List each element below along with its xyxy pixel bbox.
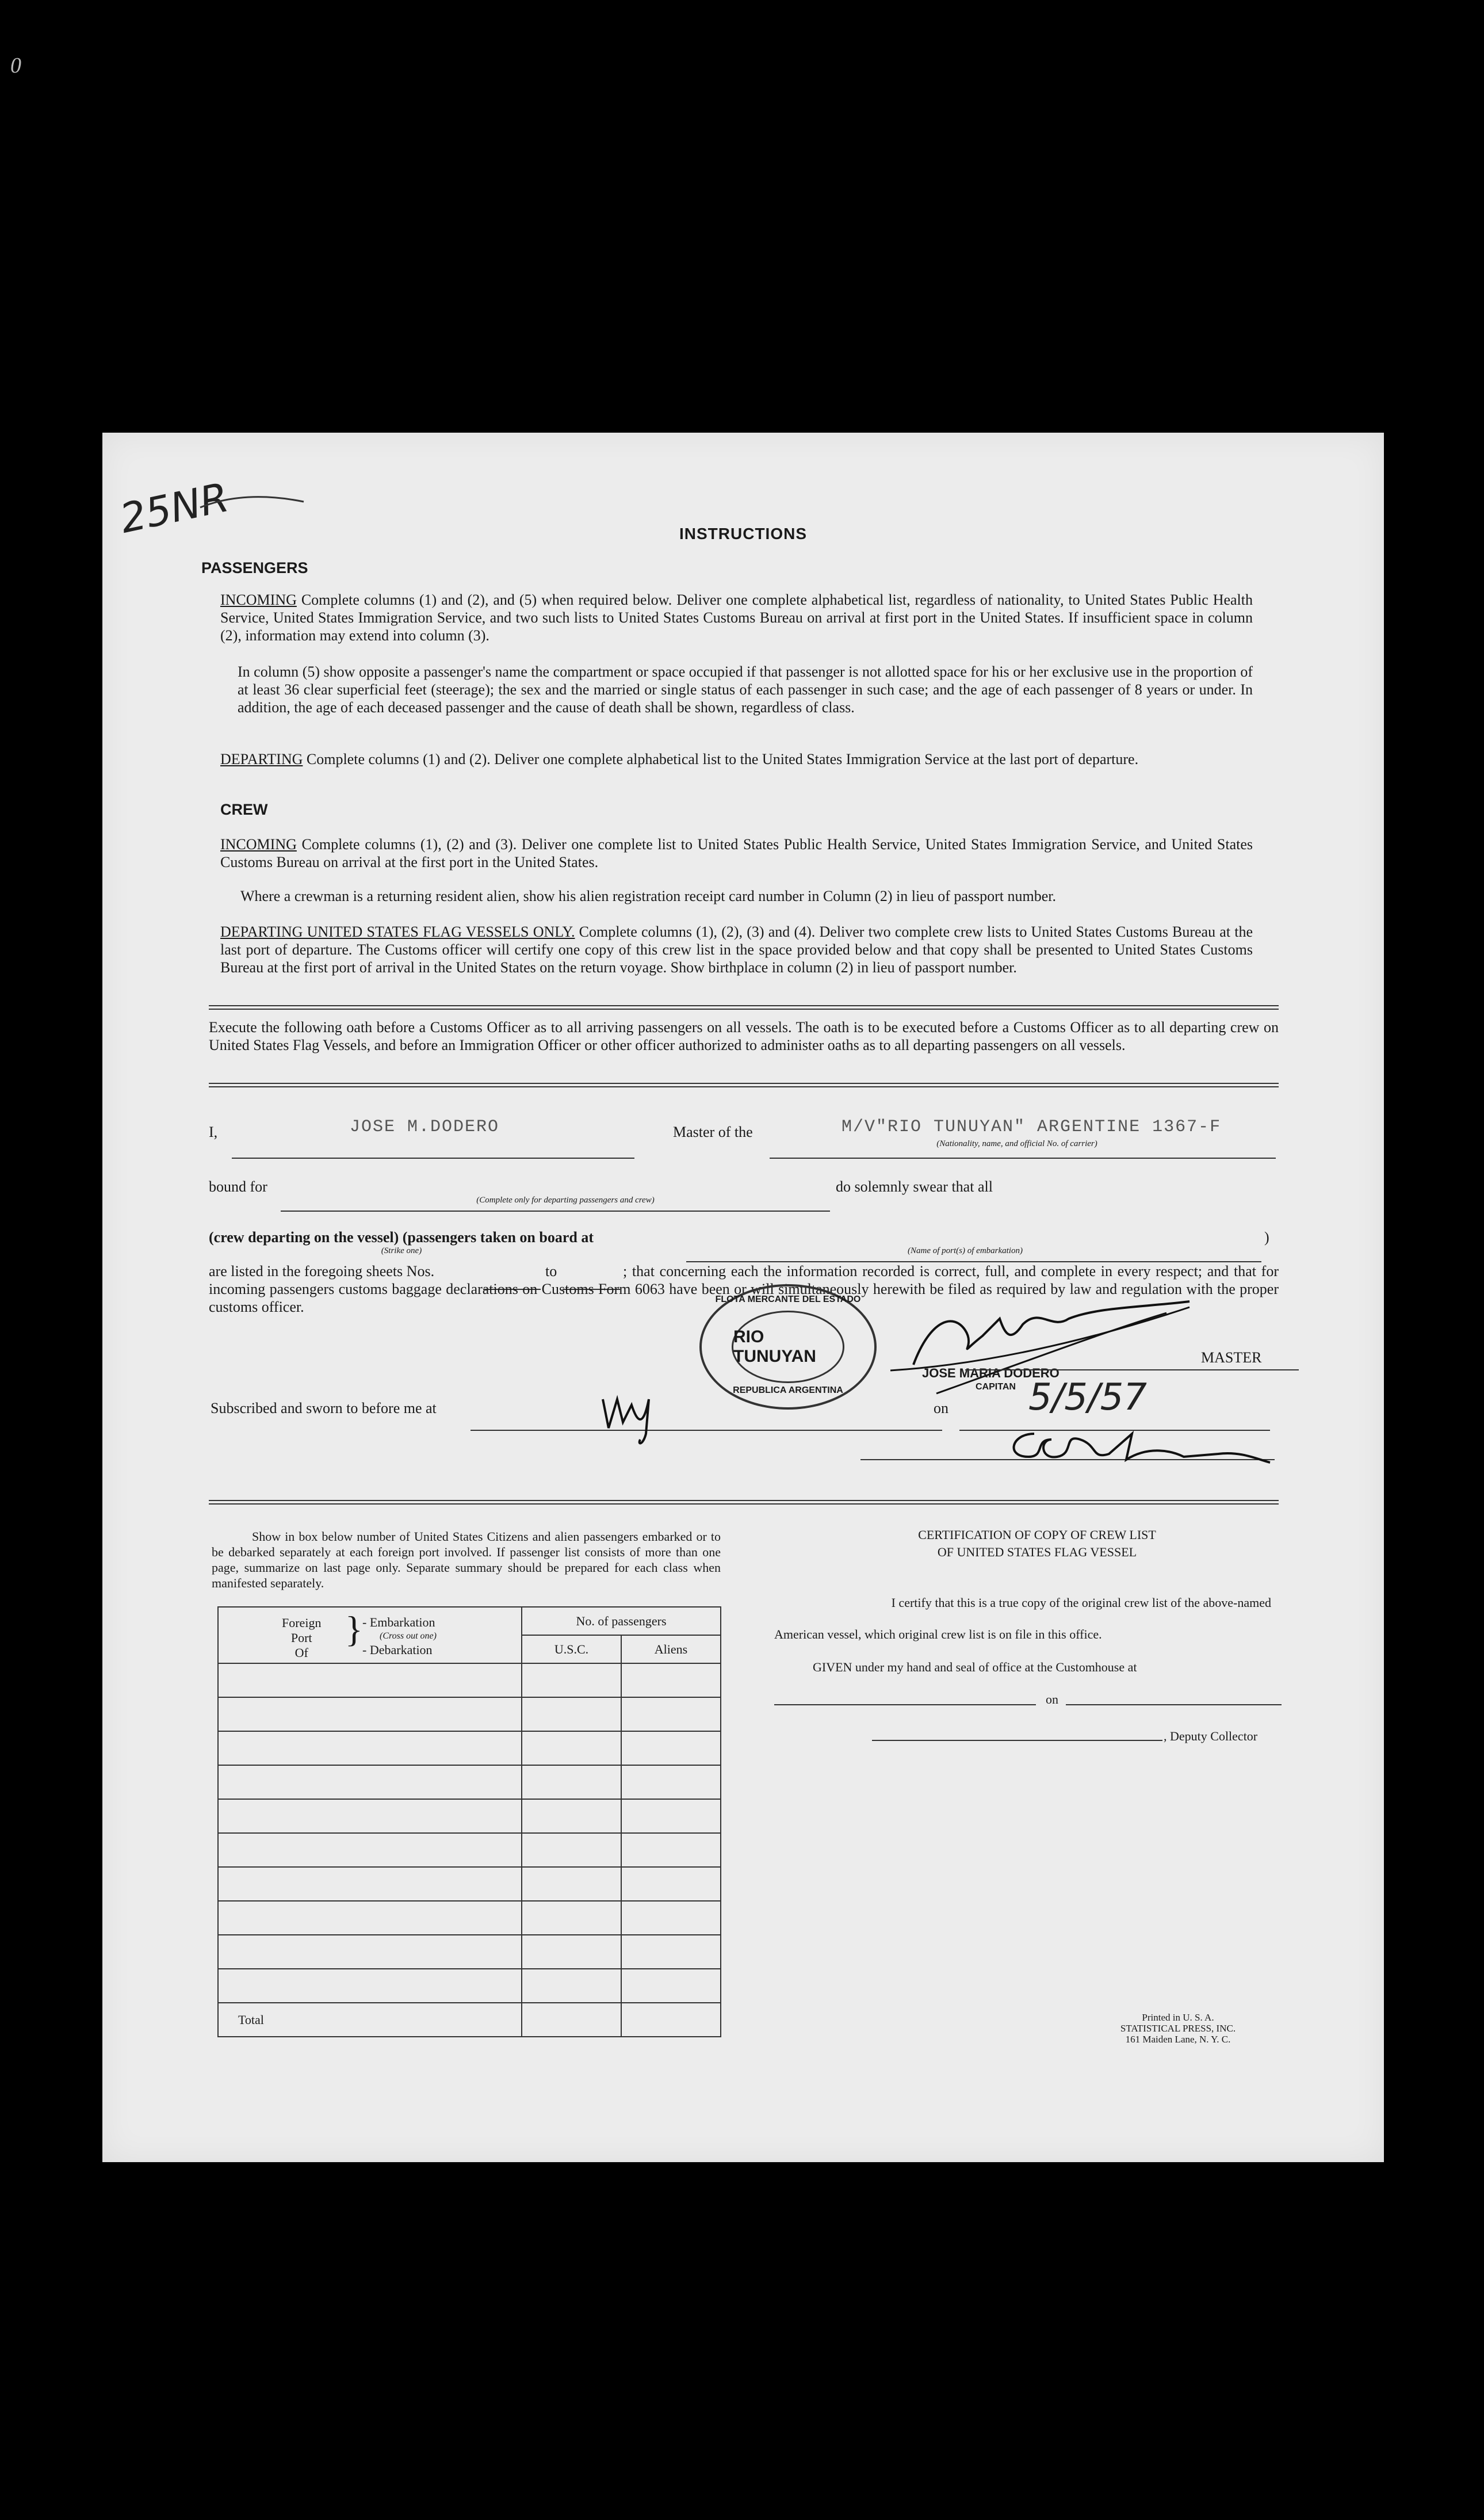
- crew-heading: CREW: [220, 801, 268, 818]
- master-of-label: Master of the: [673, 1124, 753, 1140]
- aliens-cell[interactable]: [621, 1697, 721, 1731]
- aliens-cell[interactable]: [621, 1833, 721, 1867]
- table-row: [218, 1663, 721, 1697]
- certification-title-1: CERTIFICATION OF COPY OF CREW LIST: [918, 1528, 1156, 1542]
- summary-instruction: Show in box below number of United States Citizens and alien passengers embarked or to be debarked separately at each foreign port involved. If passenger list consists of more than one page, summarize on last page only. Separate summary should be prepared for each class when manifested separately.: [212, 1529, 721, 1590]
- table-row: [218, 1901, 721, 1935]
- subscribed-label: Subscribed and sworn to before me at: [211, 1400, 437, 1416]
- aliens-cell[interactable]: [621, 1765, 721, 1799]
- port-cell[interactable]: [218, 1867, 522, 1901]
- usc-cell[interactable]: [522, 1833, 621, 1867]
- usc-cell[interactable]: [522, 1731, 621, 1765]
- certification-given: GIVEN under my hand and seal of office at the Customhouse at: [813, 1660, 1137, 1674]
- passenger-summary-table: [217, 1606, 721, 2037]
- certification-on-label: on: [1046, 1692, 1058, 1706]
- customhouse-field[interactable]: [774, 1702, 1036, 1705]
- port-cell[interactable]: [218, 1799, 522, 1833]
- vessel-name: M/V"RIO TUNUYAN" ARGENTINE 1367-F: [842, 1117, 1222, 1137]
- listed-text-2: ; that concerning each the information recorded is correct, full, and complete in every respect; and that for incoming passengers customs baggage declarations on Customs Form 6063 have been or will simultaneously herewith be filed as required by law and regulation with the proper customs officer.: [209, 1263, 1279, 1315]
- usc-cell[interactable]: [522, 1969, 621, 2003]
- passengers-departing: [220, 750, 1253, 768]
- usc-cell[interactable]: [522, 1799, 621, 1833]
- crew-incoming-text: Complete columns (1), (2) and (3). Deliver one complete list to United States Public Health Service, United States Immigration Service, and United States Customs Bureau on arrival at the first port in the United States.: [220, 836, 1253, 870]
- departing-label: DEPARTING: [220, 751, 303, 768]
- table-row: [218, 1697, 721, 1731]
- port-cell[interactable]: [218, 1663, 522, 1697]
- usc-cell[interactable]: [522, 1901, 621, 1935]
- vessel-caption: (Nationality, name, and official No. of carrier): [936, 1139, 1097, 1148]
- table-row: [218, 1799, 721, 1833]
- seal-top-text: FLOTA MERCANTE DEL ESTADO: [715, 1295, 861, 1304]
- divider-top: [209, 1005, 1279, 1010]
- seal-bottom-text: REPUBLICA ARGENTINA: [733, 1385, 843, 1395]
- ship-seal: [699, 1284, 877, 1410]
- passengers-incoming: [220, 591, 1253, 644]
- master-stamp-name: JOSE MARIA DODERO: [922, 1366, 1060, 1380]
- date-handwritten: 5/5/57: [1028, 1376, 1147, 1419]
- table-row: [218, 1731, 721, 1765]
- master-name: JOSE M.DODERO: [350, 1117, 500, 1137]
- to-label: to: [545, 1263, 557, 1280]
- embarkation-label: - Embarkation: [362, 1615, 435, 1629]
- port-cell[interactable]: [218, 1969, 522, 2003]
- crew-incoming: [220, 835, 1253, 871]
- bound-for-label: bound for: [209, 1178, 267, 1195]
- incoming-label: INCOMING: [220, 591, 297, 608]
- departing-text: Complete columns (1) and (2). Deliver one complete alphabetical list to the United States Immigration Service at the last port of departure.: [306, 751, 1139, 768]
- passengers-header: No. of passengers: [522, 1607, 721, 1635]
- certification-text-2: American vessel, which original crew list is on file in this office.: [774, 1627, 1102, 1641]
- port-header-foreign: Foreign: [282, 1616, 322, 1630]
- form-page: [102, 433, 1384, 2162]
- crew-departing-text: Complete columns (1), (2), (3) and (4). Deliver two complete crew lists to United States Customs Bureau at the last port of departure. The Customs officer will certify one copy of this crew list in the space provided below and that copy shall be presented to United States Customs Bureau at the first port of arrival in the United States on the return voyage. Show birthplace in column (2) in lieu of passport number.: [220, 923, 1253, 976]
- ports-caption: (Name of port(s) of embarkation): [908, 1246, 1023, 1255]
- printer-imprint: [1092, 2012, 1264, 2045]
- total-label: Total: [218, 2003, 522, 2037]
- usc-cell[interactable]: [522, 1867, 621, 1901]
- total-row: [218, 2003, 721, 2037]
- subscribed-place-field[interactable]: [471, 1414, 942, 1431]
- divider-lower: [209, 1500, 1279, 1505]
- officer-signature: [1000, 1411, 1276, 1474]
- seal-center: RIO TUNUYAN: [732, 1311, 844, 1383]
- oath-instruction: Execute the following oath before a Customs Officer as to all arriving passengers on all vessels. The oath is to be executed before a Customs Officer as to all departing crew on United States Flag Vessels, and before an Immigration Officer or other officer authorized to administer oaths as to all departing passengers on all vessels.: [209, 1019, 1279, 1053]
- crew-departing-label: DEPARTING UNITED STATES FLAG VESSELS ONLY.: [220, 923, 575, 940]
- aliens-cell[interactable]: [621, 1901, 721, 1935]
- aliens-cell[interactable]: [621, 1731, 721, 1765]
- table-row: [218, 1833, 721, 1867]
- handwritten-underline: [194, 490, 309, 513]
- total-usc-cell[interactable]: [522, 2003, 621, 2037]
- crew-departing: [220, 923, 1253, 976]
- swear-label: do solemnly swear that all: [836, 1178, 993, 1195]
- crew-incoming-label: INCOMING: [220, 836, 297, 853]
- port-cell[interactable]: [218, 1901, 522, 1935]
- certification-title-2: OF UNITED STATES FLAG VESSEL: [937, 1545, 1137, 1559]
- port-cell[interactable]: [218, 1731, 522, 1765]
- port-header-of: Of: [294, 1645, 308, 1660]
- table-row: [218, 1867, 721, 1901]
- handwritten-note: 25NR: [116, 474, 233, 543]
- aliens-cell[interactable]: [621, 1867, 721, 1901]
- certification-text-1: I certify that this is a true copy of the original crew list of the above-named: [891, 1595, 1271, 1610]
- deputy-signature-field[interactable]: [872, 1738, 1162, 1741]
- certification-date-field[interactable]: [1066, 1702, 1282, 1705]
- divider-oath: [209, 1083, 1279, 1087]
- page-title: INSTRUCTIONS: [679, 525, 807, 543]
- port-cell[interactable]: [218, 1935, 522, 1969]
- total-aliens-cell[interactable]: [621, 2003, 721, 2037]
- port-header-port: Port: [290, 1631, 312, 1645]
- table-row: [218, 1765, 721, 1799]
- port-column-header: Foreign Port Of } - Embarkation (Cross out one) - Debarkation: [218, 1607, 522, 1663]
- aliens-header: Aliens: [621, 1635, 721, 1663]
- corner-mark: 0: [10, 54, 21, 78]
- crew-resident: Where a crewman is a returning resident alien, show his alien registration receipt card number in Column (2) in lieu of passport number.: [240, 888, 1057, 904]
- aliens-cell[interactable]: [621, 1935, 721, 1969]
- aliens-cell[interactable]: [621, 1799, 721, 1833]
- master-label: MASTER: [1201, 1349, 1262, 1366]
- listed-text-1: are listed in the foregoing sheets Nos.: [209, 1263, 435, 1280]
- aliens-cell[interactable]: [621, 1663, 721, 1697]
- port-cell[interactable]: [218, 1765, 522, 1799]
- usc-cell[interactable]: [522, 1663, 621, 1697]
- debarkation-label: - Debarkation: [362, 1643, 433, 1657]
- printer-line-1: Printed in U. S. A.: [1142, 2012, 1214, 2023]
- passengers-column5: In column (5) show opposite a passenger's name the compartment or space occupied if that passenger is not allotted space for his or her exclusive use in the proportion of at least 36 clear superficial feet (steerage); the sex and the married or single status of each passenger in such case; and the age of each passenger of 8 years or under. In addition, the age of each deceased passenger and the cause of death shall be shown, regardless of class.: [238, 663, 1253, 716]
- strike-one-caption: (Strike one): [381, 1246, 422, 1255]
- oath-i-label: I,: [209, 1124, 218, 1140]
- usc-cell[interactable]: [522, 1935, 621, 1969]
- master-name-field[interactable]: [232, 1137, 634, 1159]
- aliens-cell[interactable]: [621, 1969, 721, 2003]
- deputy-collector-label: , Deputy Collector: [1164, 1729, 1258, 1743]
- usc-cell[interactable]: [522, 1697, 621, 1731]
- cross-out-label: (Cross out one): [380, 1631, 437, 1641]
- printer-line-2: STATISTICAL PRESS, INC.: [1120, 2023, 1236, 2034]
- bound-for-caption: (Complete only for departing passengers and crew): [476, 1196, 655, 1205]
- usc-header: U.S.C.: [522, 1635, 621, 1663]
- master-stamp-title: CAPITAN: [976, 1382, 1016, 1392]
- on-label: on: [934, 1400, 948, 1416]
- table-row: [218, 1935, 721, 1969]
- close-paren: ): [1264, 1229, 1269, 1246]
- table-row: [218, 1969, 721, 2003]
- printer-line-3: 161 Maiden Lane, N. Y. C.: [1125, 2034, 1231, 2045]
- port-cell[interactable]: [218, 1833, 522, 1867]
- passengers-heading: PASSENGERS: [201, 559, 308, 576]
- incoming-text: Complete columns (1) and (2), and (5) when required below. Deliver one complete alphabetical list, regardless of nationality, to United States Public Health Service, United States Immigration Service, and two such lists to United States Customs Bureau on arrival at first port in the United States. If insufficient space in column (2), information may extend into column (3).: [220, 591, 1253, 644]
- place-initials-handwriting: [597, 1365, 689, 1445]
- crew-departing-line: (crew departing on the vessel) (passengers taken on board at: [209, 1229, 594, 1246]
- port-cell[interactable]: [218, 1697, 522, 1731]
- usc-cell[interactable]: [522, 1765, 621, 1799]
